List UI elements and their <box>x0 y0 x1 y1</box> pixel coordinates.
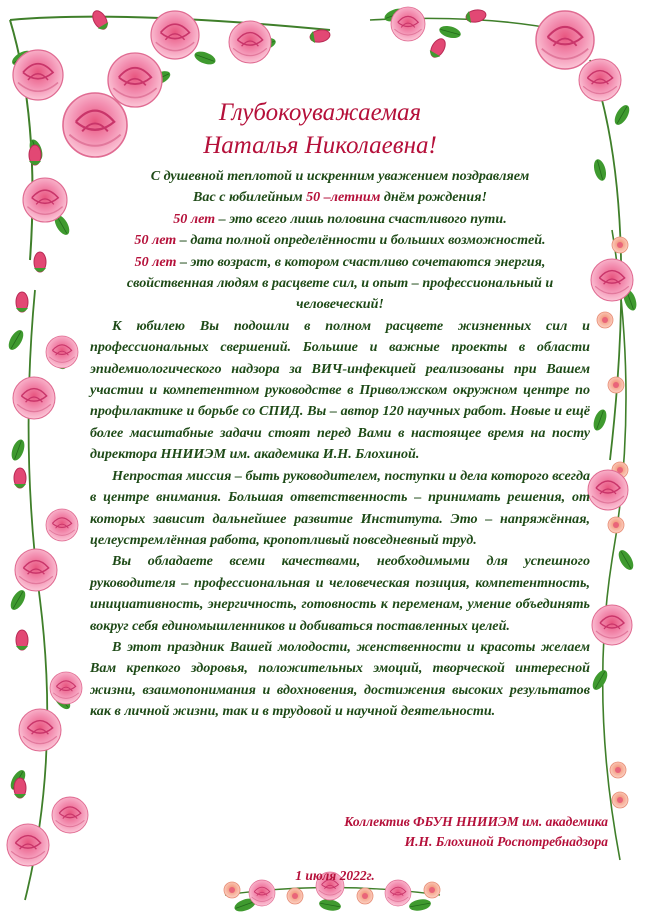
right-rose-vine <box>588 230 639 860</box>
signature <box>288 812 608 852</box>
highlight-50-years: 50 –летним <box>306 189 381 206</box>
greeting-title <box>150 96 490 162</box>
intro-line: 50 лет – это возраст, в котором счастливо сочетаются энергия, свойственная людям в расцвете сил, и опыт – профессиональный и человеческий! <box>126 253 554 313</box>
letter-date: 1 июля 2022г. <box>295 868 375 883</box>
intro-line: С душевной теплотой и искренним уважением поздравляем <box>150 168 530 184</box>
highlight-50-years: 50 лет <box>134 232 177 249</box>
title-line-2: Наталья Николаевна! <box>203 132 437 159</box>
title-line-1: Глубокоуважаемая <box>218 99 422 126</box>
paragraph-wishes: В этот праздник Вашей молодости, женственности и красоты желаем Вам крепкого здоровья, положительных эмоций, творческой интересной жизни, взаимопонимания и вдохновения, достижения высоких результатов как в личной жизни, так и в трудовой и научной деятельности. <box>90 638 590 720</box>
intro-block <box>90 166 590 316</box>
intro-line: Вас с юбилейным 50 –летним днём рождения! <box>193 189 487 206</box>
highlight-50-years: 50 лет <box>173 210 216 227</box>
intro-line: 50 лет – дата полной определённости и больших возможностей. <box>134 232 546 249</box>
paragraph-mission: Непростая миссия – быть руководителем, поступки и дела которого всегда в центре внимания. Большая ответственность – принимать решения, от которых зависит дальнейшее развитие Института. Это – напряжённая, целеустремлённая работа, кропотливый повседневный труд. <box>90 467 590 548</box>
paragraph-qualities: Вы обладаете всеми качествами, необходимыми для успешного руководителя – профессиональная и человеческая позиция, компетентность, инициативность, энергичность, готовность к переменам, умение объединять вокруг себя единомышленников и добиваться поставленных целей. <box>90 553 590 634</box>
highlight-50-years: 50 лет <box>134 253 177 270</box>
left-rose-vine <box>6 290 88 900</box>
signature-line-1: Коллектив ФБУН ННИИЭМ им. академика <box>344 814 608 829</box>
paragraph-achievements: К юбилею Вы подошли в полном расцвете жизненных сил и профессиональных свершений. Большие и важные проекты в области эпидемиологического надзора за ВИЧ-инфекцией реализованы при Вашем участии и компетентном руководстве в Приволжском окружном центре по профилактике и борьбе со СПИД. Вы – автор 120 научных работ. Новые и ещё более масштабные задачи стоят перед Вами в настоящее время на посту директора ННИИЭМ им. академика И.Н. Блохиной. <box>90 317 590 463</box>
letter-body <box>90 166 590 723</box>
signature-line-2: И.Н. Блохиной Роспотребнадзора <box>404 834 608 849</box>
intro-line: 50 лет – это всего лишь половина счастливого пути. <box>173 210 507 227</box>
